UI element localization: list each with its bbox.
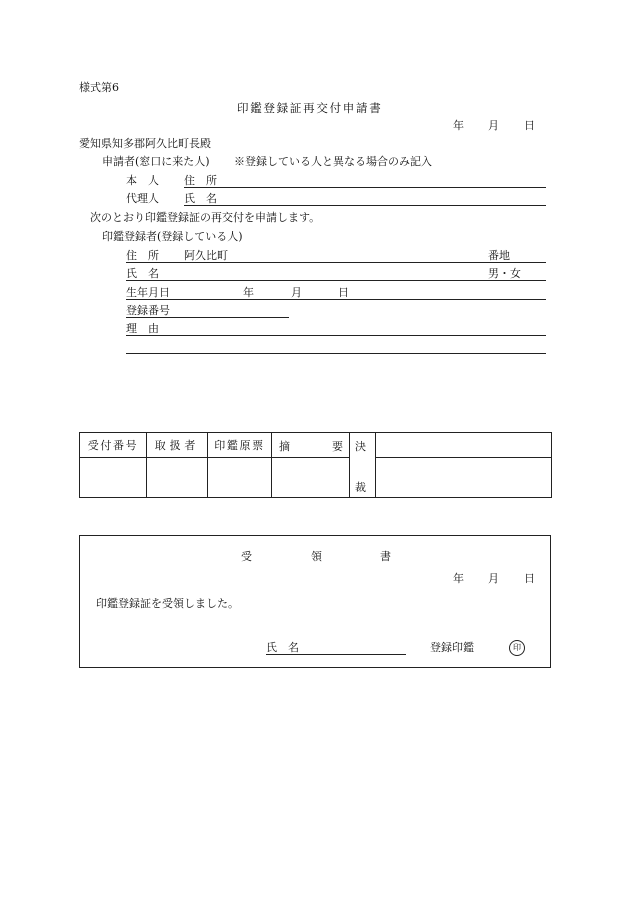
receipt-title-1: 受 — [241, 550, 252, 563]
kessai-char-2: 裁 — [355, 481, 366, 494]
gender-options: 男・女 — [488, 267, 521, 280]
date-year: 年 — [453, 119, 464, 132]
reason-field-1[interactable] — [126, 335, 546, 336]
town-name: 阿久比町 — [184, 249, 228, 262]
header-tekiyo — [272, 433, 350, 458]
proxy-label: 代理人 — [126, 192, 159, 205]
toriatsukaisha-entry[interactable] — [147, 458, 208, 498]
header-uketsuke: 受付番号 — [80, 433, 147, 458]
applicant-note: ※登録している人と異なる場合のみ記入 — [234, 155, 432, 168]
self-label: 本 人 — [126, 174, 159, 187]
birth-year: 年 — [243, 286, 254, 299]
uketsuke-entry[interactable] — [80, 458, 147, 498]
form-number: 様式第6 — [79, 81, 119, 94]
reg-no-field[interactable] — [126, 317, 289, 318]
seal-label: 登録印鑑 — [430, 641, 474, 654]
birth-label: 生年月日 — [126, 286, 170, 299]
applicant-name-label: 氏 名 — [184, 192, 217, 205]
receipt-title-3: 書 — [380, 550, 391, 563]
applicant-name-field[interactable] — [184, 205, 546, 206]
inkan-genpyo-entry[interactable] — [208, 458, 272, 498]
tekiyo-char-2: 要 — [332, 440, 343, 453]
birth-month: 月 — [291, 286, 302, 299]
date-month: 月 — [488, 119, 499, 132]
registrant-heading: 印鑑登録者(登録している人) — [102, 230, 243, 243]
receipt-name-field[interactable] — [266, 654, 406, 655]
banchi-label: 番地 — [488, 249, 510, 262]
reason-label: 理 由 — [126, 322, 159, 335]
addressee: 愛知県知多郡阿久比町長殿 — [79, 137, 211, 150]
receipt-body: 印鑑登録証を受領しました。 — [96, 597, 239, 610]
receipt-year: 年 — [453, 572, 464, 585]
kessai-char-1: 決 — [355, 440, 366, 453]
kessai-stamp-entry[interactable] — [376, 458, 552, 498]
tekiyo-char-1: 摘 — [279, 440, 290, 453]
applicant-heading: 申請者(窓口に来た人) — [102, 155, 210, 168]
statement: 次のとおり印鑑登録証の再交付を申請します。 — [90, 211, 321, 224]
kessai-cell — [350, 433, 376, 498]
kessai-stamp-header[interactable] — [376, 433, 552, 458]
office-use-table — [79, 432, 552, 498]
birth-day: 日 — [338, 286, 349, 299]
tekiyo-entry[interactable] — [272, 458, 350, 498]
receipt-month: 月 — [488, 572, 499, 585]
birth-field[interactable] — [126, 299, 546, 300]
header-toriatsukaisha: 取扱者 — [147, 433, 208, 458]
receipt-name-label: 氏 名 — [266, 641, 299, 654]
registrant-address-field[interactable] — [126, 262, 546, 263]
header-inkan-genpyo: 印鑑原票 — [208, 433, 272, 458]
reason-field-2[interactable] — [126, 353, 546, 354]
date-day: 日 — [524, 119, 535, 132]
reg-no-label: 登録番号 — [126, 304, 170, 317]
applicant-address-field[interactable] — [184, 187, 546, 188]
registrant-name-field[interactable] — [126, 280, 546, 281]
applicant-address-label: 住 所 — [184, 174, 217, 187]
receipt-title-2: 領 — [311, 550, 322, 563]
registrant-address-label: 住 所 — [126, 249, 159, 262]
seal-mark-icon[interactable]: 印 — [509, 640, 525, 656]
receipt-day: 日 — [524, 572, 535, 585]
document-title: 印鑑登録証再交付申請書 — [237, 101, 383, 115]
registrant-name-label: 氏 名 — [126, 267, 159, 280]
